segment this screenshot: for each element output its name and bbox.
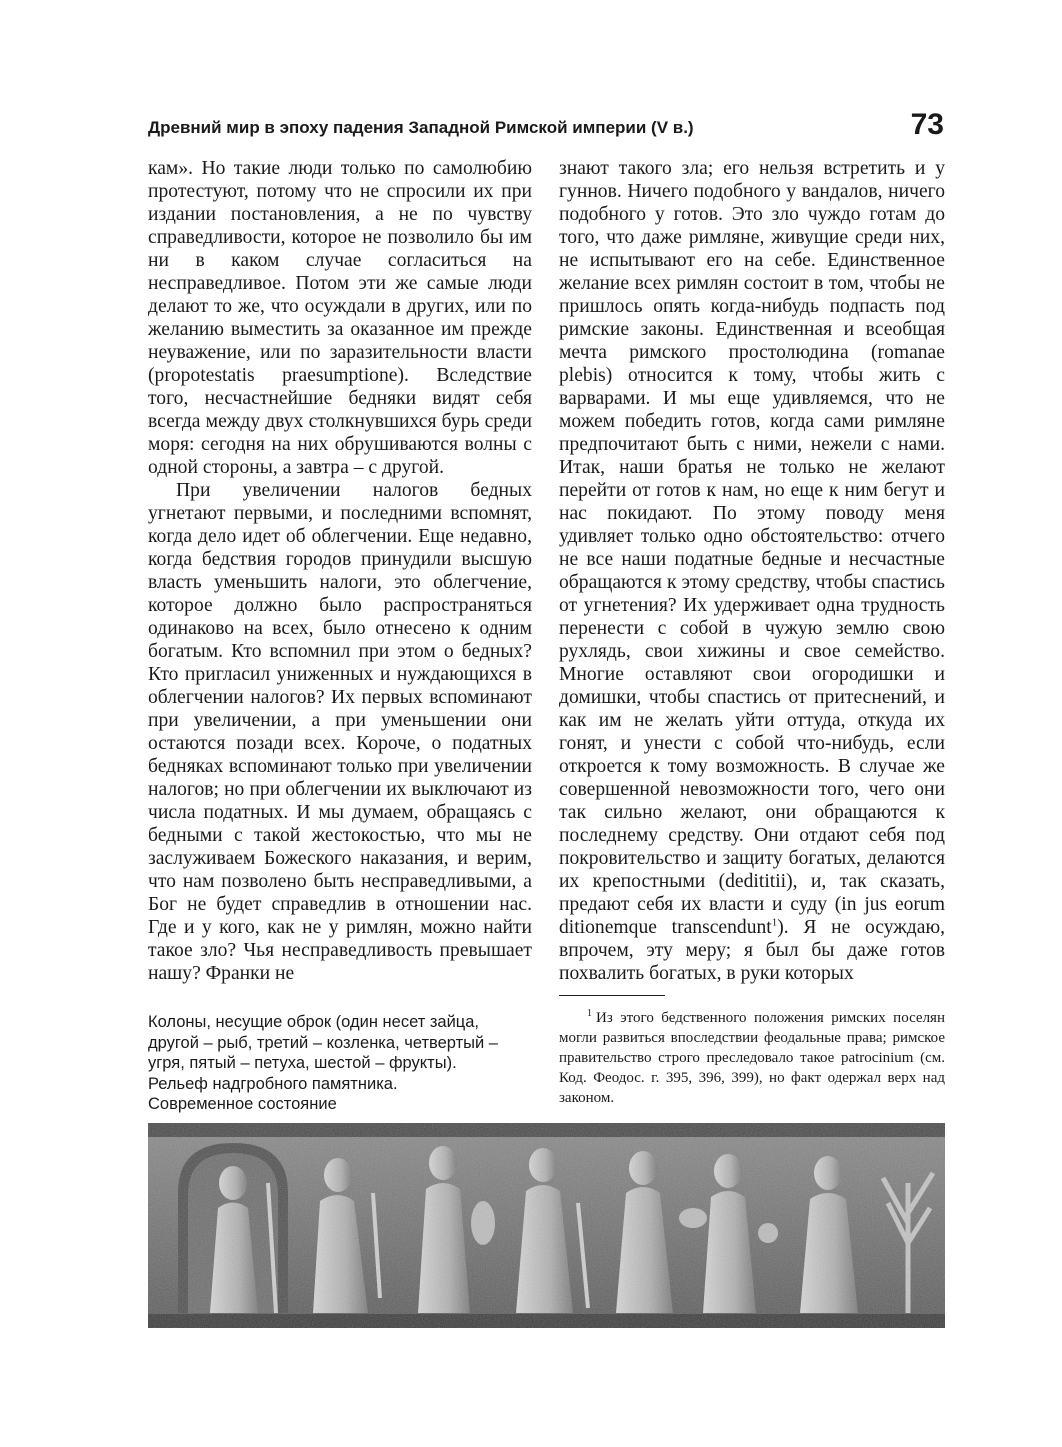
running-header — [148, 108, 944, 148]
paragraph — [559, 157, 945, 985]
paragraph: При увеличении налогов бедных угнетают первыми, и последними вспомнят, когда дело идет об облегчении. Еще недавно, когда бедствия городов принудили высшую власть уменьшить налоги, это облегчение, которое должно было распространяться одинаково на всех, было отнесено к одним богатым. Кто вспомнил при этом о бедных? Кто пригласил униженных и нуждающихся в облегчении налогов? Их первых вспоминают при увеличении, а при уменьшении они остаются позади всех. Короче, о податных бедняках вспоминают только при увеличении налогов; но при облегчении их выключают из числа податных. И мы думаем, обращаясь с бедными с такой жестокостью, что мы не заслуживаем Божеского наказания, и верим, что нам позволено быть несправедливыми, а Бог не будет справедлив в отношении нас. Где и у кого, как не у римлян, можно найти такое зло? Чья несправедливость превышает нашу? Франки не — [148, 480, 532, 984]
figure-caption — [148, 1012, 528, 1115]
relief-image — [148, 1123, 945, 1328]
caption-line: Современное состояние — [148, 1095, 337, 1113]
footnote-mark: 1 — [587, 1008, 592, 1019]
paragraph-text: ). Я не осуждаю, впрочем, эту меру; я был бы даже готов похвалить богатых, в руки которых — [559, 917, 945, 984]
relief-photograph — [148, 1123, 945, 1328]
footnote — [559, 1008, 945, 1108]
caption-line: Рельеф надгробного памятника. — [148, 1074, 398, 1093]
caption-line: угря, пятый – петуха, шестой – фрукты). — [148, 1054, 457, 1072]
caption-line: Колоны, несущие оброк (один несет зайца, — [148, 1013, 480, 1031]
page-number: 73 — [910, 108, 944, 141]
running-title: Древний мир в эпоху падения Западной Римской империи (V в.) — [148, 118, 694, 137]
paragraph: кам». Но такие люди только по самолюбию протестуют, потому что не спросили их при издании постановления, а не по чувству справедливости, которое не позволило бы им ни в каком случае согласиться на несправедливое. Потом эти же самые люди делают то же, что осуждали в других, или по желанию выместить за оказанное им прежде неуважение, или по заразительности власти (propotestatis praesumptione). Вследствие того, несчастнейшие бедняки видят себя всегда между двух столкнувшихся бурь среди моря: сегодня на них обрушиваются волны с одной стороны, а завтра – с другой. — [148, 158, 532, 478]
left-column — [148, 157, 532, 985]
caption-line: другой – рыб, третий – козленка, четвертый – — [148, 1033, 498, 1052]
footnote-text: Из этого бедственного положения римских поселян могли развиться впоследствии феодальные права; римское правительство строго преследовало такое patrocinium (см. Код. Феодос. г. 395, 396, 399), но факт одержал верх над законом. — [559, 1010, 945, 1106]
footnote-divider — [559, 995, 665, 996]
paragraph-text: знают такого зла; его нельзя встретить и у гуннов. Ничего подобного у вандалов, ничего подобного у готов. Это зло чуждо готам до того, что даже римляне, живущие среди них, не испытывают его на себе. Единственное желание всех римлян состоит в том, чтобы не пришлось опять когда-нибудь подпасть под римские законы. Единственная и всеобщая мечта римского простолюдина (romanae plebis) относится к тому, чтобы жить с варварами. И мы еще удивляемся, что не можем победить готов, когда сами римляне предпочитают быть с ними, нежели с нами. Итак, наши братья не только не желают перейти от готов к нам, но еще к ним бегут и нас покидают. По этому поводу меня удивляет только одно обстоятельство: отчего не все наши податные бедные и несчастные обращаются к этому средству, чтобы спастись от угнетения? Их удерживает одна трудность перенести с собой в чужую землю свою рухлядь, свои хижины и свое семейство. Многие оставляют свои огородишки и домишки, чтобы спастись от притеснений, и как им не желать уйти оттуда, откуда их гонят, и унести с собой что-нибудь, если откроется к тому возможность. В случае же совершенной невозможности того, чего они так сильно желают, они обращаются к последнему средству. Они отдают себя под покровительство и защиту богатых, делаются их крепостными (dedititii), и, так сказать, предают себя их власти и суду (in jus eorum ditionemque transcendunt — [559, 158, 945, 938]
footnote-reference: 1 — [771, 916, 778, 929]
right-column — [559, 157, 945, 985]
